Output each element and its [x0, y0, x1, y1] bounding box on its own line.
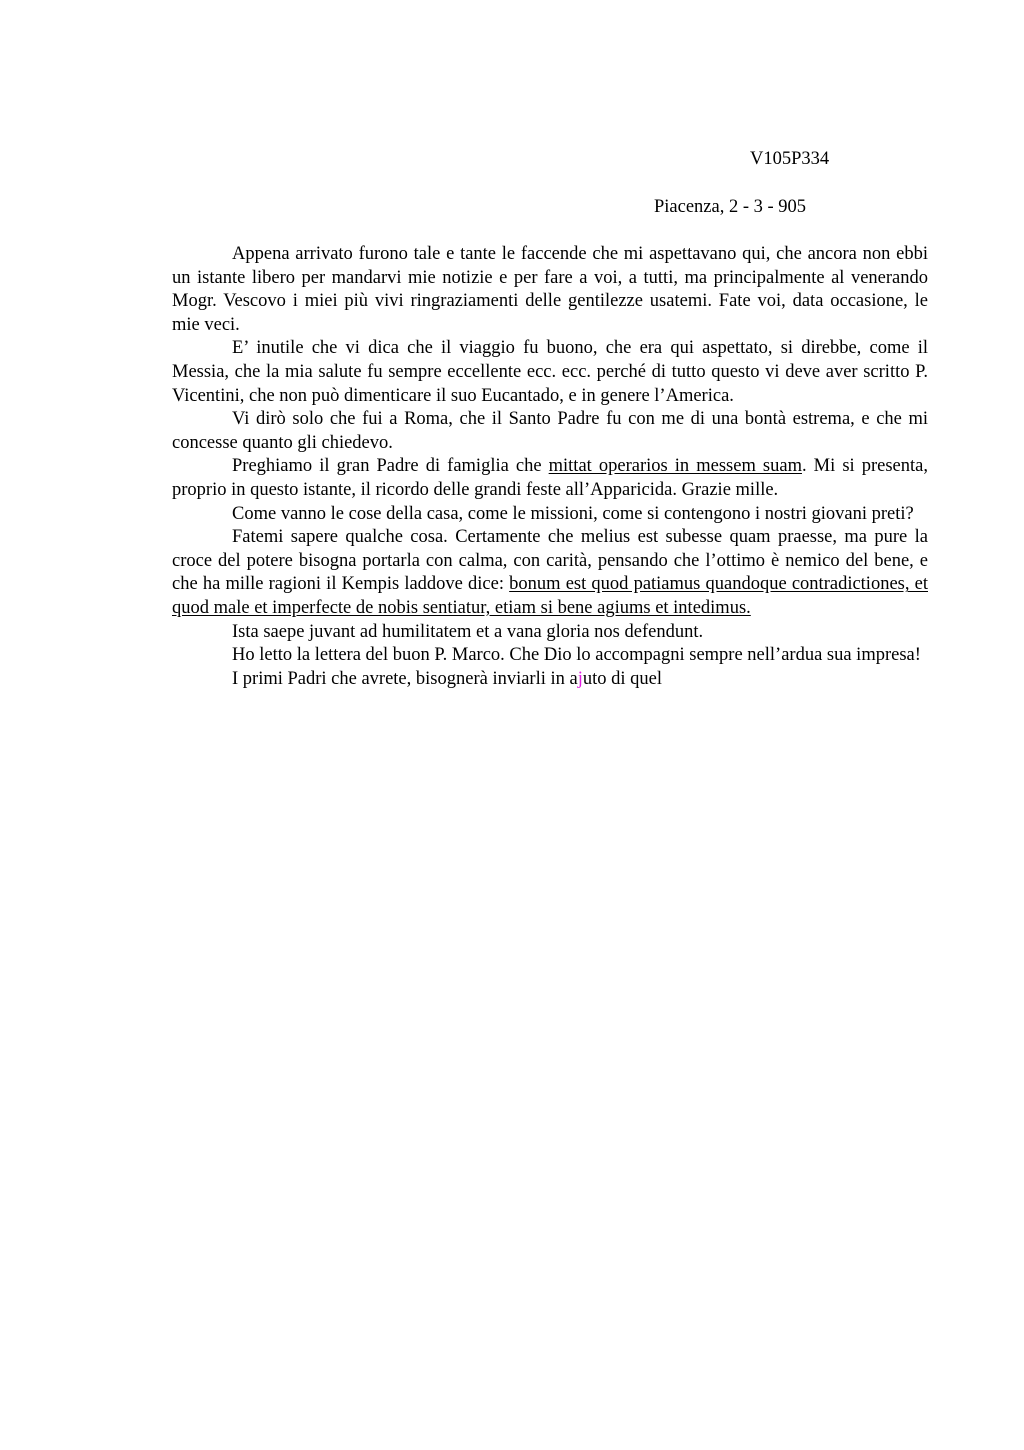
letter-place-date: Piacenza, 2 - 3 - 905 — [654, 197, 807, 217]
paragraph-3: Vi dirò solo che fui a Roma, che il Santo Padre fu con me di una bontà estrema, e che mi concesse quanto gli chiedevo. — [172, 409, 928, 453]
paragraph-2: E’ inutile che vi dica che il viaggio fu buono, che era qui aspettato, si direbbe, come il Messia, che la mia salute fu sempre eccellente ecc. ecc. perché di tutto questo vi deve aver scritto P. Vicentini, che non può dimenticare il suo Eucantado, e in genere l’America. — [172, 338, 928, 406]
paragraph-4 — [172, 455, 928, 502]
paragraph-4-text-start: Preghiamo il gran Padre di famiglia che — [232, 456, 549, 477]
paragraph-8: Ho letto la lettera del buon P. Marco. Che Dio lo accompagni sempre nell’ardua sua impresa! — [232, 645, 921, 666]
letter-body — [172, 243, 928, 691]
paragraph-9 — [172, 668, 928, 692]
paragraph-1: Appena arrivato furono tale e tante le faccende che mi aspettavano qui, che ancora non ebbi un istante libero per mandarvi mie notizie e per fare a voi, a tutti, ma principalmente al venerando Mogr. Vescovo i miei più vivi ringraziamenti delle gentilezze usatemi. Fate voi, data occasione, le mie veci. — [172, 244, 928, 335]
paragraph-6-text-start: Fatemi sapere qualche cosa. Certamente che melius est subesse quam praesse, ma pure la croce del potere bisogna portarla con calma, con carità, pensando che l’ottimo è nemico del bene, e che ha mille ragioni il Kempis laddove dice: — [172, 527, 928, 595]
paragraph-7: Ista saepe juvant ad humilitatem et a vana gloria nos defendunt. — [232, 621, 704, 642]
paragraph-9-highlighted-letter: j — [577, 668, 583, 689]
paragraph-4-latin-quote: mittat operarios in messem suam — [548, 456, 802, 477]
paragraph-5: Come vanno le cose della casa, come le missioni, come si contengono i nostri giovani preti? — [232, 503, 914, 524]
paragraph-9-text-start: I primi Padri che avrete, bisognerà inviarli in a — [232, 668, 578, 689]
paragraph-9-text-end: uto di quel — [582, 668, 663, 689]
paragraph-6 — [172, 526, 928, 620]
paragraph-4-text-end: . Mi si presenta, proprio in questo istante, il ricordo delle grandi feste all’Apparicida. Grazie mille. — [172, 456, 928, 500]
paragraph-6-kempis-quote: bonum est quod patiamus quandoque contradictiones, et quod male et imperfecte de nobis sentiatur, etiam si bene agiums et intedimus. — [172, 574, 928, 618]
document-reference-id: V105P334 — [750, 149, 830, 169]
